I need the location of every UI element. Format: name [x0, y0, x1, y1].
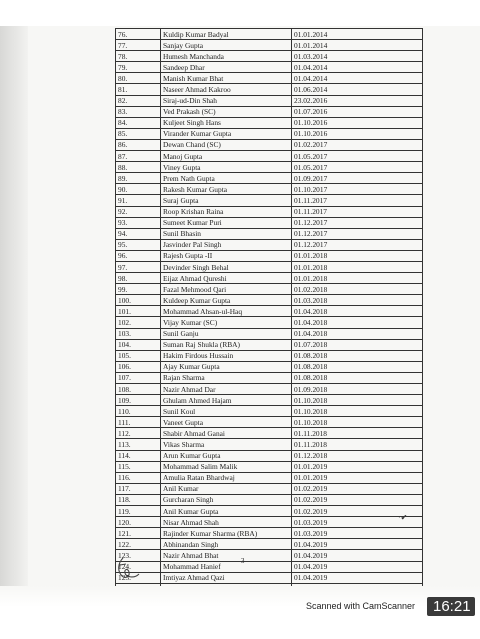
- date-cell: 01.01.2018: [292, 273, 423, 284]
- serial-number-cell: 116.: [116, 472, 161, 483]
- date-cell: 01.01.2018: [292, 261, 423, 272]
- serial-number-cell: 124.: [116, 561, 161, 572]
- date-cell: 01.10.2016: [292, 128, 423, 139]
- name-cell: Mohammad Salim Malik: [161, 461, 292, 472]
- table-row: [116, 239, 423, 250]
- name-cell: Shabir Ahmad Ganai: [161, 428, 292, 439]
- table-row: [116, 384, 423, 395]
- table-row: [116, 250, 423, 261]
- date-cell: 01.01.2014: [292, 29, 423, 40]
- table-row: [116, 439, 423, 450]
- table-row: [116, 106, 423, 117]
- serial-number-cell: 119.: [116, 506, 161, 517]
- serial-number-cell: 109.: [116, 395, 161, 406]
- date-cell: 01.01.2019: [292, 461, 423, 472]
- table-row: [116, 550, 423, 561]
- table-row: [116, 494, 423, 505]
- name-cell: Nazir Ahmad Bhat: [161, 550, 292, 561]
- table-row: [116, 306, 423, 317]
- name-cell: Kuljeet Singh Hans: [161, 117, 292, 128]
- date-cell: 01.04.2018: [292, 317, 423, 328]
- table-row: [116, 472, 423, 483]
- serial-number-cell: 121.: [116, 528, 161, 539]
- date-cell: 01.10.2016: [292, 117, 423, 128]
- date-cell: 01.08.2018: [292, 372, 423, 383]
- name-cell: Anil Kumar: [161, 483, 292, 494]
- date-cell: 01.02.2017: [292, 139, 423, 150]
- name-cell: Suman Raj Shukla (RBA): [161, 339, 292, 350]
- name-cell: Arun Kumar Gupta: [161, 450, 292, 461]
- name-cell: Sunil Ganju: [161, 328, 292, 339]
- serial-number-cell: 118.: [116, 494, 161, 505]
- date-cell: 23.02.2016: [292, 95, 423, 106]
- serial-number-cell: 91.: [116, 195, 161, 206]
- date-cell: 01.02.2019: [292, 494, 423, 505]
- table-row: [116, 29, 423, 40]
- name-cell: Virander Kumar Gupta: [161, 128, 292, 139]
- name-cell: Anil Kumar Gupta: [161, 506, 292, 517]
- table-row: [116, 572, 423, 583]
- name-cell: Humesh Manchanda: [161, 51, 292, 62]
- serial-number-cell: 80.: [116, 73, 161, 84]
- date-cell: 01.12.2017: [292, 228, 423, 239]
- date-cell: 01.02.2019: [292, 506, 423, 517]
- scanner-watermark: Scanned with CamScanner: [306, 601, 416, 611]
- table-row: [116, 528, 423, 539]
- name-cell: Gurcharan Singh: [161, 494, 292, 505]
- serial-number-cell: 89.: [116, 173, 161, 184]
- table-row: [116, 62, 423, 73]
- name-cell: Nazir Ahmad Dar: [161, 384, 292, 395]
- table-row: [116, 128, 423, 139]
- tick-mark-icon: ·✔: [398, 513, 408, 522]
- serial-number-cell: 113.: [116, 439, 161, 450]
- date-cell: 01.11.2018: [292, 428, 423, 439]
- name-cell: Dewan Chand (SC): [161, 139, 292, 150]
- name-cell: Manish Kumar Bhat: [161, 73, 292, 84]
- status-clock: 16:21: [427, 597, 475, 616]
- serial-number-cell: 122.: [116, 539, 161, 550]
- table-row: [116, 361, 423, 372]
- name-cell: Suraj Gupta: [161, 195, 292, 206]
- table-row: [116, 184, 423, 195]
- date-cell: 01.07.2016: [292, 106, 423, 117]
- date-cell: 01.09.2017: [292, 173, 423, 184]
- date-cell: 01.04.2019: [292, 561, 423, 572]
- serial-number-cell: 90.: [116, 184, 161, 195]
- date-cell: 01.08.2018: [292, 350, 423, 361]
- page-number: 3: [241, 557, 245, 565]
- serial-number-cell: 105.: [116, 350, 161, 361]
- date-cell: 01.02.2018: [292, 284, 423, 295]
- date-cell: 01.04.2019: [292, 572, 423, 583]
- name-cell: Abhinandan Singh: [161, 539, 292, 550]
- serial-number-cell: 86.: [116, 139, 161, 150]
- serial-number-cell: 110.: [116, 406, 161, 417]
- serial-number-cell: 87.: [116, 151, 161, 162]
- name-cell: Imtiyaz Ahmad Qazi: [161, 572, 292, 583]
- name-cell: Vikas Sharma: [161, 439, 292, 450]
- serial-number-cell: 83.: [116, 106, 161, 117]
- name-cell: Sanjay Gupta: [161, 40, 292, 51]
- name-cell: Kuldip Kumar Badyal: [161, 29, 292, 40]
- table-row: [116, 483, 423, 494]
- serial-number-cell: 97.: [116, 261, 161, 272]
- name-cell: Mohammad Ahsan-ul-Haq: [161, 306, 292, 317]
- serial-number-cell: 111.: [116, 417, 161, 428]
- name-cell: Kuldeep Kumar Gupta: [161, 295, 292, 306]
- serial-number-cell: 92.: [116, 206, 161, 217]
- date-cell: 01.04.2018: [292, 306, 423, 317]
- table-row: [116, 317, 423, 328]
- serial-number-cell: 103.: [116, 328, 161, 339]
- date-cell: 01.08.2018: [292, 361, 423, 372]
- serial-number-cell: 117.: [116, 483, 161, 494]
- serial-number-cell: 100.: [116, 295, 161, 306]
- serial-number-cell: 115.: [116, 461, 161, 472]
- name-cell: Manoj Gupta: [161, 151, 292, 162]
- serial-number-cell: 106.: [116, 361, 161, 372]
- name-cell: Sandeep Dhar: [161, 62, 292, 73]
- serial-number-cell: 96.: [116, 250, 161, 261]
- date-cell: 01.04.2019: [292, 550, 423, 561]
- page-edge-shadow: [0, 26, 28, 586]
- serial-number-cell: 81.: [116, 84, 161, 95]
- table-row: [116, 339, 423, 350]
- date-cell: 01.11.2017: [292, 195, 423, 206]
- table-row: [116, 151, 423, 162]
- name-cell: Amulia Ratan Bhardwaj: [161, 472, 292, 483]
- serial-number-cell: 102.: [116, 317, 161, 328]
- serial-number-cell: 93.: [116, 217, 161, 228]
- table-row: [116, 284, 423, 295]
- date-cell: 01.03.2018: [292, 295, 423, 306]
- date-cell: 01.09.2018: [292, 384, 423, 395]
- date-cell: 01.10.2018: [292, 406, 423, 417]
- serial-number-cell: 78.: [116, 51, 161, 62]
- name-cell: Roop Krishan Raina: [161, 206, 292, 217]
- name-cell: Devinder Singh Behal: [161, 261, 292, 272]
- table-row: [116, 395, 423, 406]
- serial-number-cell: 104.: [116, 339, 161, 350]
- date-cell: 01.12.2017: [292, 217, 423, 228]
- date-cell: 01.04.2014: [292, 73, 423, 84]
- date-cell: 01.07.2018: [292, 339, 423, 350]
- table-row: [116, 162, 423, 173]
- table-row: [116, 506, 423, 517]
- name-cell: Sumeet Kumar Puri: [161, 217, 292, 228]
- scanner-footer: [0, 586, 480, 639]
- name-cell: Sunil Bhasin: [161, 228, 292, 239]
- serial-number-cell: 85.: [116, 128, 161, 139]
- date-cell: 01.02.2019: [292, 483, 423, 494]
- date-cell: 01.03.2019: [292, 517, 423, 528]
- date-cell: 01.03.2019: [292, 528, 423, 539]
- serial-number-cell: 98.: [116, 273, 161, 284]
- handwritten-signature-icon: [115, 555, 143, 581]
- name-cell: Rajesh Gupta -II: [161, 250, 292, 261]
- table-row: [116, 273, 423, 284]
- date-cell: 01.10.2017: [292, 184, 423, 195]
- serial-number-cell: 94.: [116, 228, 161, 239]
- date-cell: 01.11.2017: [292, 206, 423, 217]
- serial-number-cell: 88.: [116, 162, 161, 173]
- date-cell: 01.03.2014: [292, 51, 423, 62]
- date-cell: 01.04.2019: [292, 539, 423, 550]
- table-row: [116, 139, 423, 150]
- serial-number-cell: 82.: [116, 95, 161, 106]
- date-cell: 01.01.2014: [292, 40, 423, 51]
- name-cell: Vaneet Gupta: [161, 417, 292, 428]
- name-cell: Hakim Firdous Hussain: [161, 350, 292, 361]
- table-row: [116, 406, 423, 417]
- name-cell: Vijay Kumar (SC): [161, 317, 292, 328]
- date-cell: 01.10.2018: [292, 395, 423, 406]
- table-row: [116, 350, 423, 361]
- name-cell: Sunil Koul: [161, 406, 292, 417]
- table-row: [116, 40, 423, 51]
- serial-number-cell: 95.: [116, 239, 161, 250]
- serial-number-cell: 120.: [116, 517, 161, 528]
- table-row: [116, 295, 423, 306]
- table-row: [116, 195, 423, 206]
- table-row: [116, 206, 423, 217]
- table-body: [116, 29, 423, 595]
- serial-number-cell: 123.: [116, 550, 161, 561]
- serial-number-cell: 107.: [116, 372, 161, 383]
- table-row: [116, 95, 423, 106]
- name-cell: Fazal Mehmood Qari: [161, 284, 292, 295]
- name-cell: Nisar Ahmad Shah: [161, 517, 292, 528]
- serial-number-cell: 76.: [116, 29, 161, 40]
- name-cell: Viney Gupta: [161, 162, 292, 173]
- table-row: [116, 539, 423, 550]
- date-cell: 01.04.2014: [292, 62, 423, 73]
- name-cell: Ved Prakash (SC): [161, 106, 292, 117]
- table-row: [116, 428, 423, 439]
- top-bar: [0, 0, 480, 26]
- name-cell: Naseer Ahmad Kakroo: [161, 84, 292, 95]
- serial-number-cell: 99.: [116, 284, 161, 295]
- date-cell: 01.01.2019: [292, 472, 423, 483]
- serial-number-cell: 101.: [116, 306, 161, 317]
- serial-number-cell: 114.: [116, 450, 161, 461]
- serial-number-cell: 125.: [116, 572, 161, 583]
- seniority-list-table: [115, 28, 423, 595]
- table-row: [116, 461, 423, 472]
- serial-number-cell: 108.: [116, 384, 161, 395]
- name-cell: Jasvinder Pal Singh: [161, 239, 292, 250]
- date-cell: 01.12.2017: [292, 239, 423, 250]
- date-cell: 01.10.2018: [292, 417, 423, 428]
- name-cell: Ghulam Ahmed Hajam: [161, 395, 292, 406]
- date-cell: 01.05.2017: [292, 151, 423, 162]
- date-cell: 01.12.2018: [292, 450, 423, 461]
- table-row: [116, 84, 423, 95]
- table-row: [116, 228, 423, 239]
- name-cell: Rajan Sharma: [161, 372, 292, 383]
- table-row: [116, 561, 423, 572]
- date-cell: 01.11.2018: [292, 439, 423, 450]
- name-cell: Eijaz Ahmad Qureshi: [161, 273, 292, 284]
- name-cell: Rajinder Kumar Sharma (RBA): [161, 528, 292, 539]
- table-row: [116, 217, 423, 228]
- table-row: [116, 173, 423, 184]
- name-cell: Ajay Kumar Gupta: [161, 361, 292, 372]
- serial-number-cell: 79.: [116, 62, 161, 73]
- serial-number-cell: 112.: [116, 428, 161, 439]
- name-cell: Siraj-ud-Din Shah: [161, 95, 292, 106]
- date-cell: 01.06.2014: [292, 84, 423, 95]
- serial-number-cell: 84.: [116, 117, 161, 128]
- date-cell: 01.05.2017: [292, 162, 423, 173]
- table-row: [116, 517, 423, 528]
- table-row: [116, 417, 423, 428]
- name-cell: Prem Nath Gupta: [161, 173, 292, 184]
- table-row: [116, 73, 423, 84]
- table-row: [116, 261, 423, 272]
- table-row: [116, 450, 423, 461]
- name-cell: Mohammad Hanief: [161, 561, 292, 572]
- date-cell: 01.01.2018: [292, 250, 423, 261]
- table-row: [116, 372, 423, 383]
- table-row: [116, 328, 423, 339]
- name-cell: Rakesh Kumar Gupta: [161, 184, 292, 195]
- serial-number-cell: 77.: [116, 40, 161, 51]
- table-row: [116, 51, 423, 62]
- table-row: [116, 117, 423, 128]
- date-cell: 01.04.2018: [292, 328, 423, 339]
